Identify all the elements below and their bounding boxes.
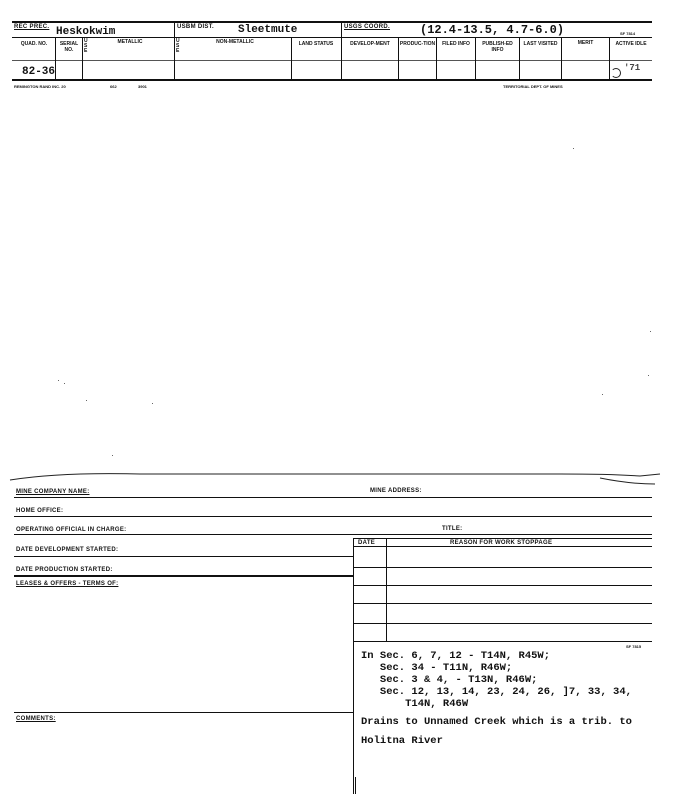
speck bbox=[58, 380, 59, 381]
row1-sep-1 bbox=[174, 21, 175, 38]
col-sep-use1 bbox=[82, 38, 83, 80]
rec-prec-label: REC PREC. bbox=[14, 24, 50, 30]
header-last-visited: LAST VISITED bbox=[523, 41, 558, 47]
date-row-3 bbox=[353, 603, 652, 604]
usgs-coord-value: (12.4-13.5, 4.7-6.0) bbox=[420, 23, 565, 37]
header-nonmetallic: NON-METALLIC bbox=[216, 39, 254, 45]
header-serial-no: SERIAL NO. bbox=[59, 41, 79, 53]
footer-code2: 3901 bbox=[138, 84, 147, 89]
date-row-5 bbox=[353, 641, 652, 642]
speck bbox=[648, 375, 649, 376]
speck bbox=[573, 148, 574, 149]
date-row-4 bbox=[353, 623, 652, 624]
usbm-dist-label: USBM DIST. bbox=[177, 24, 215, 30]
title-label: TITLE: bbox=[442, 526, 463, 532]
leases-offers-label: LEASES & OFFERS - TERMS OF: bbox=[16, 581, 119, 587]
comment-line-1: Drains to Unnamed Creek which is a trib. to bbox=[361, 716, 632, 728]
date-column-header: DATE bbox=[358, 540, 376, 546]
row-line-devstart bbox=[14, 556, 353, 557]
form-number-bottom: SF 7815 bbox=[626, 644, 642, 649]
row-line-company bbox=[14, 497, 652, 498]
home-office-label: HOME OFFICE: bbox=[16, 508, 64, 514]
speck bbox=[152, 403, 153, 404]
mine-company-name-label: MINE COMPANY NAME: bbox=[16, 489, 90, 495]
operating-official-label: OPERATING OFFICIAL IN CHARGE: bbox=[16, 527, 127, 533]
header-metallic: METALLIC bbox=[117, 39, 143, 45]
reason-column-header: REASON FOR WORK STOPPAGE bbox=[450, 540, 553, 546]
bottom-tick bbox=[355, 777, 356, 794]
speck bbox=[602, 394, 603, 395]
header-development: DEVELOP-MENT bbox=[350, 41, 390, 47]
comments-top-line bbox=[14, 712, 354, 713]
speck bbox=[112, 455, 113, 456]
date-table-header-line bbox=[353, 546, 652, 547]
header-use-metallic: U S E bbox=[84, 38, 88, 54]
speck bbox=[86, 400, 87, 401]
usbm-dist-value: Sleetmute bbox=[238, 24, 298, 36]
header-use-nonmetallic: U S E bbox=[176, 38, 180, 54]
header-production: PRODUC-TION bbox=[399, 41, 436, 47]
footer-left: REMINGTON RAND INC. 20 bbox=[14, 84, 66, 89]
date-col-divider bbox=[386, 538, 387, 642]
header-land-status: LAND STATUS bbox=[298, 41, 334, 47]
row1-sep-2 bbox=[341, 21, 342, 38]
rec-prec-value: Heskokwim bbox=[56, 26, 116, 38]
date-table-top bbox=[353, 538, 652, 539]
header-merit: MERIT bbox=[577, 40, 594, 46]
top-card-bottom bbox=[12, 79, 652, 81]
active-idle-value: '71 bbox=[624, 63, 641, 73]
comments-label: COMMENTS: bbox=[16, 716, 56, 722]
comment-line-2: Holitna River bbox=[361, 735, 443, 747]
speck bbox=[64, 383, 65, 384]
location-line-4: Sec. 12, 13, 14, 23, 24, 26, ]7, 33, 34, bbox=[361, 686, 632, 698]
footer-code1: 662 bbox=[110, 84, 117, 89]
footer-right: TERRITORIAL DEPT. OF MINES bbox=[503, 84, 563, 89]
center-divider bbox=[353, 538, 354, 794]
date-development-label: DATE DEVELOPMENT STARTED: bbox=[16, 547, 119, 553]
date-production-label: DATE PRODUCTION STARTED: bbox=[16, 567, 113, 573]
speck bbox=[650, 331, 651, 332]
date-row-2 bbox=[353, 585, 652, 586]
header-divider bbox=[12, 60, 652, 61]
location-line-1: In Sec. 6, 7, 12 - T14N, R45W; bbox=[361, 650, 551, 662]
location-line-5: T14N, R46W bbox=[361, 698, 469, 710]
row-line-home bbox=[14, 516, 652, 517]
location-line-2: Sec. 34 - T11N, R46W; bbox=[361, 662, 513, 674]
form-number-top: SF 7814 bbox=[620, 31, 636, 36]
header-published-info: PUBLISH-ED INFO bbox=[482, 41, 513, 53]
header-filed-info: FILED INFO bbox=[442, 41, 470, 47]
usgs-coord-label: USGS COORD. bbox=[344, 24, 390, 30]
quad-serial-value: 82-36 bbox=[22, 66, 56, 78]
location-line-3: Sec. 3 & 4, - T13N, R46W; bbox=[361, 674, 538, 686]
punch-mark bbox=[611, 68, 621, 78]
row-line-prodstart bbox=[14, 575, 353, 577]
date-row-1 bbox=[353, 567, 652, 568]
col-sep-use2 bbox=[174, 38, 175, 80]
mine-address-label: MINE ADDRESS: bbox=[370, 488, 422, 494]
header-active-idle: ACTIVE IDLE bbox=[615, 41, 647, 47]
card-top-edge bbox=[0, 470, 678, 490]
header-quad-no: QUAD. NO. bbox=[20, 41, 48, 47]
row-line-official bbox=[14, 534, 652, 535]
